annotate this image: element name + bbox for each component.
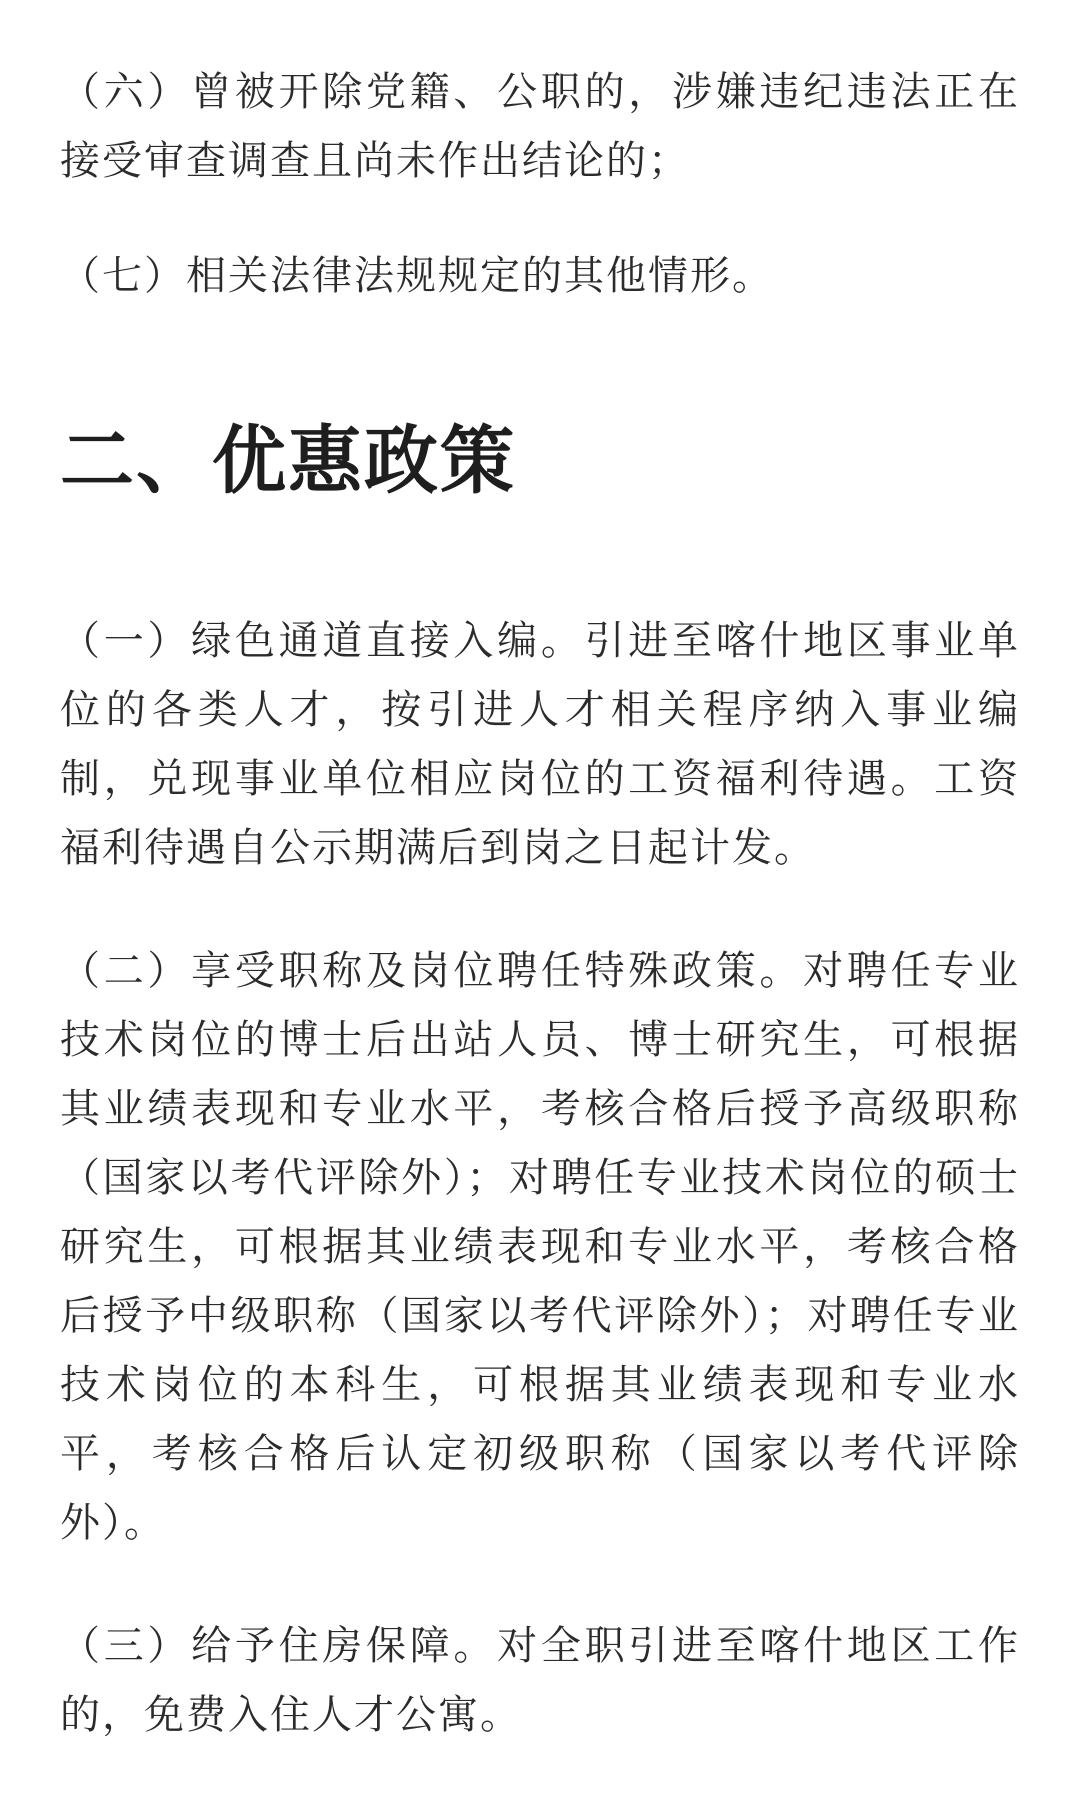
- policy-item-2: （二）享受职称及岗位聘任特殊政策。对聘任专业技术岗位的博士后出站人员、博士研究生，可根据其业绩表现和专业水平，考核合格后授予高级职称（国家以考代评除外）；对聘任专业技术岗位的硕士研究生，可根据其业绩表现和专业水平，考核合格后授予中级职称（国家以考代评除外）；对聘任专业技术岗位的本科生，可根据其业绩表现和专业水平，考核合格后认定初级职称（国家以考代评除外）。: [60, 948, 1020, 1546]
- policy-item-1: （一）绿色通道直接入编。引进至喀什地区事业单位的各类人才，按引进人才相关程序纳入事业编制，兑现事业单位相应岗位的工资福利待遇。工资福利待遇自公示期满后到岗之日起计发。: [60, 618, 1020, 871]
- section-heading: 二、优惠政策: [60, 418, 516, 504]
- paragraph-item-6: （六）曾被开除党籍、公职的，涉嫌违纪违法正在接受审查调查且尚未作出结论的；: [60, 69, 1020, 184]
- paragraph-item-7: （七）相关法律法规规定的其他情形。: [60, 253, 774, 299]
- policy-item-3: （三）给予住房保障。对全职引进至喀什地区工作的，免费入住人才公寓。: [60, 1623, 1020, 1738]
